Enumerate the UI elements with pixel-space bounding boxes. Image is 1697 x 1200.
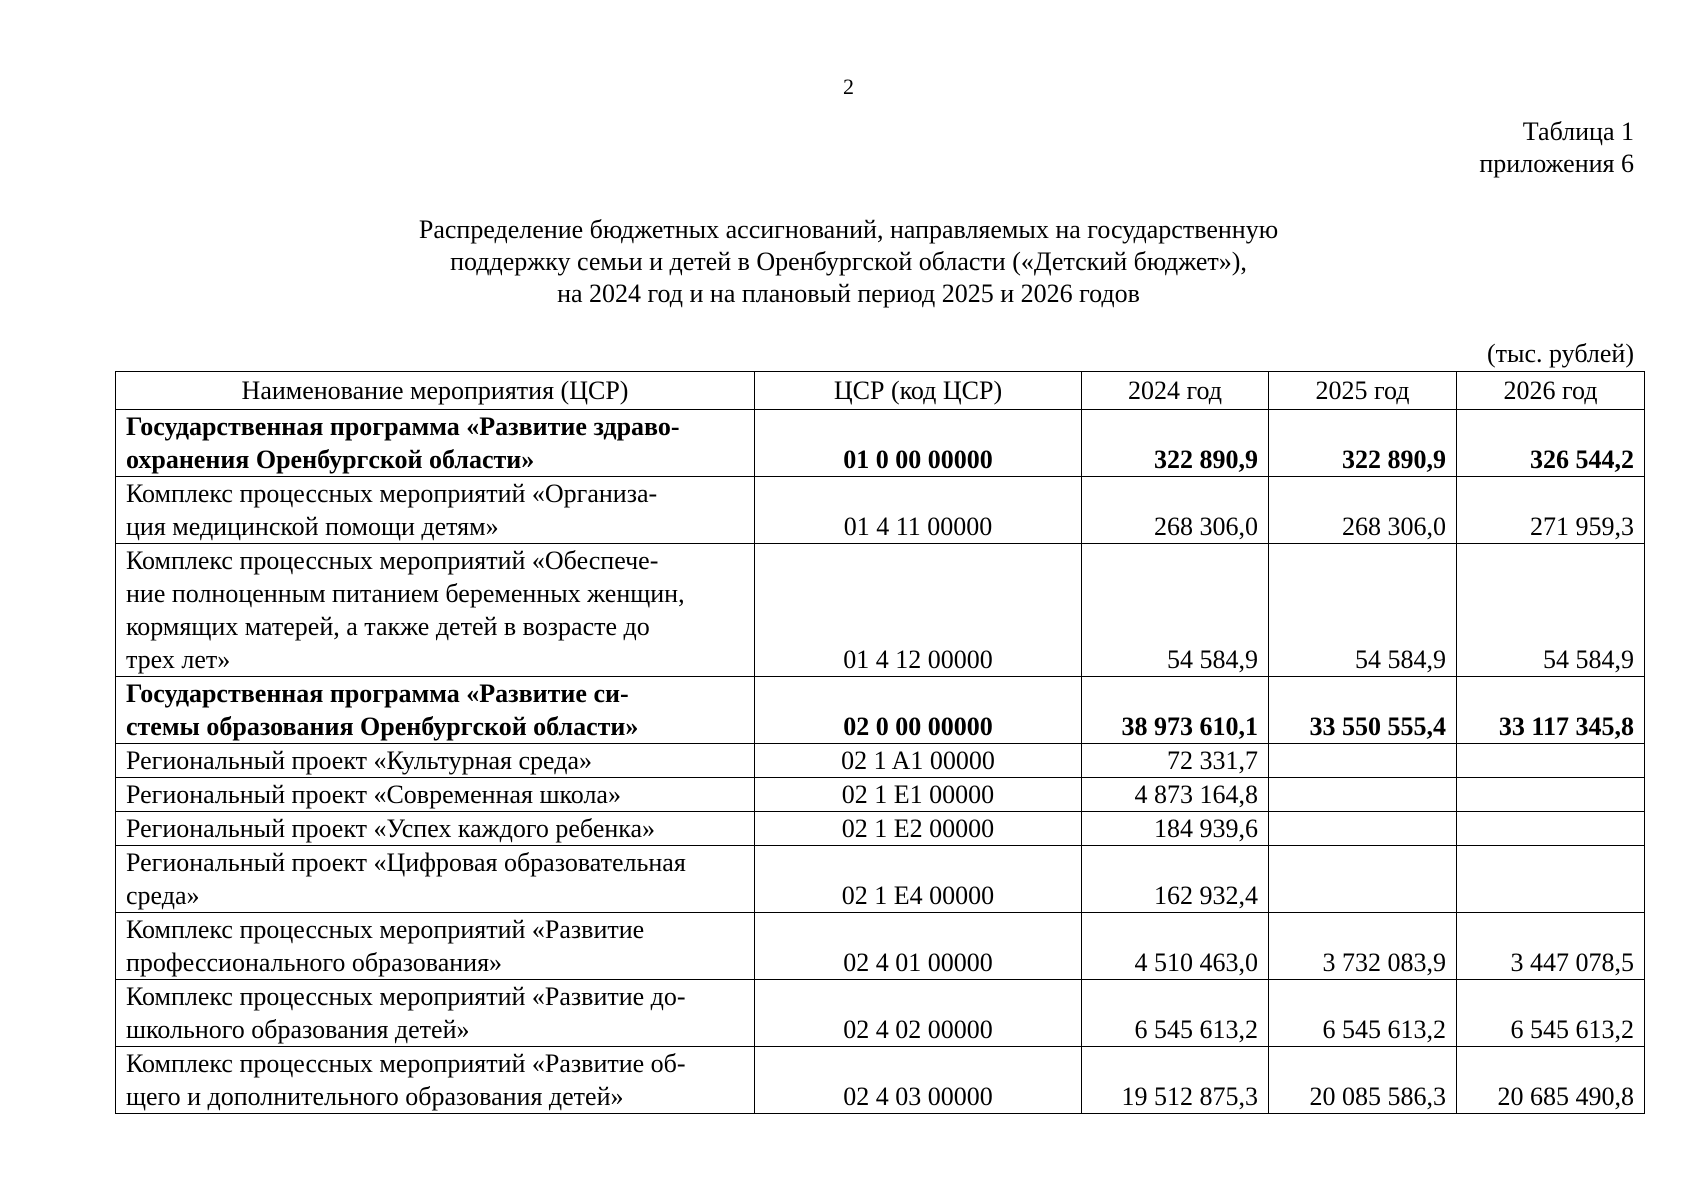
table-body xyxy=(116,410,1645,1114)
table-row xyxy=(116,1047,1645,1114)
cell-code: 02 1 E4 00000 xyxy=(755,846,1082,913)
cell-name-line: Комплекс процессных мероприятий «Развитие xyxy=(126,915,645,944)
cell-code: 02 4 01 00000 xyxy=(755,913,1082,980)
cell-value-2026 xyxy=(1457,778,1645,812)
cell-value-2025 xyxy=(1269,846,1457,913)
table-row xyxy=(116,913,1645,980)
cell-value-2025 xyxy=(1269,778,1457,812)
cell-name xyxy=(116,980,755,1047)
cell-value-2025: 33 550 555,4 xyxy=(1269,677,1457,744)
cell-name xyxy=(116,846,755,913)
page-number: 2 xyxy=(843,74,854,99)
table-row xyxy=(116,980,1645,1047)
table-reference xyxy=(1479,116,1634,180)
cell-name-line: среда» xyxy=(126,881,200,910)
cell-name-line: Региональный проект «Успех каждого ребенка» xyxy=(126,814,656,843)
header-code: ЦСР (код ЦСР) xyxy=(755,372,1082,410)
table-reference-line: приложения 6 xyxy=(1479,149,1634,178)
cell-name xyxy=(116,677,755,744)
cell-name-line: школьного образования детей» xyxy=(126,1015,470,1044)
header-year-2025: 2025 год xyxy=(1269,372,1457,410)
cell-name-line: щего и дополнительного образования детей» xyxy=(126,1082,624,1111)
cell-name-line: Региональный проект «Цифровая образовательная xyxy=(126,848,686,877)
cell-value-2025 xyxy=(1269,744,1457,778)
cell-code: 02 1 A1 00000 xyxy=(755,744,1082,778)
table-row xyxy=(116,477,1645,544)
cell-name-line: Региональный проект «Культурная среда» xyxy=(126,746,592,775)
cell-name-line: профессионального образования» xyxy=(126,948,503,977)
cell-value-2026: 33 117 345,8 xyxy=(1457,677,1645,744)
cell-code: 01 4 12 00000 xyxy=(755,544,1082,677)
cell-value-2025: 3 732 083,9 xyxy=(1269,913,1457,980)
budget-table xyxy=(115,371,1645,1114)
cell-value-2024: 184 939,6 xyxy=(1082,812,1269,846)
header-year-2026: 2026 год xyxy=(1457,372,1645,410)
cell-name xyxy=(116,913,755,980)
document-title-line: на 2024 год и на плановый период 2025 и 2026 годов xyxy=(557,279,1140,308)
cell-name-line: ция медицинской помощи детям» xyxy=(126,512,499,541)
units-label: (тыс. рублей) xyxy=(1486,339,1634,368)
table-row xyxy=(116,677,1645,744)
cell-code: 01 4 11 00000 xyxy=(755,477,1082,544)
header-year-2024: 2024 год xyxy=(1082,372,1269,410)
cell-name-line: кормящих матерей, а также детей в возрасте до xyxy=(126,612,650,641)
cell-name-line: Государственная программа «Развитие си- xyxy=(126,679,629,708)
cell-value-2025: 322 890,9 xyxy=(1269,410,1457,477)
cell-value-2024: 322 890,9 xyxy=(1082,410,1269,477)
cell-name-line: Комплекс процессных мероприятий «Развитие до- xyxy=(126,982,686,1011)
cell-value-2024: 4 873 164,8 xyxy=(1082,778,1269,812)
cell-value-2026: 326 544,2 xyxy=(1457,410,1645,477)
cell-value-2026 xyxy=(1457,812,1645,846)
header-name: Наименование мероприятия (ЦСР) xyxy=(116,372,755,410)
cell-value-2025 xyxy=(1269,812,1457,846)
cell-code: 02 4 02 00000 xyxy=(755,980,1082,1047)
table-row xyxy=(116,410,1645,477)
document-title-line: Распределение бюджетных ассигнований, направляемых на государственную xyxy=(418,215,1279,244)
cell-name xyxy=(116,812,755,846)
cell-name-line: Комплекс процессных мероприятий «Обеспече- xyxy=(126,546,659,575)
cell-code: 02 4 03 00000 xyxy=(755,1047,1082,1114)
cell-value-2026: 54 584,9 xyxy=(1457,544,1645,677)
cell-code: 02 0 00 00000 xyxy=(755,677,1082,744)
cell-name xyxy=(116,778,755,812)
cell-code: 02 1 E1 00000 xyxy=(755,778,1082,812)
cell-value-2026 xyxy=(1457,846,1645,913)
cell-value-2025: 20 085 586,3 xyxy=(1269,1047,1457,1114)
table-row xyxy=(116,812,1645,846)
document-title-line: поддержку семьи и детей в Оренбургской области («Детский бюджет»), xyxy=(450,247,1247,276)
cell-name-line: стемы образования Оренбургской области» xyxy=(126,712,639,741)
table-header-row xyxy=(116,372,1645,410)
cell-name-line: охранения Оренбургской области» xyxy=(126,445,535,474)
document-title xyxy=(0,214,1697,310)
cell-value-2025: 6 545 613,2 xyxy=(1269,980,1457,1047)
cell-value-2024: 54 584,9 xyxy=(1082,544,1269,677)
table-row xyxy=(116,544,1645,677)
cell-value-2026: 20 685 490,8 xyxy=(1457,1047,1645,1114)
cell-name-line: Государственная программа «Развитие здраво- xyxy=(126,412,680,441)
cell-name xyxy=(116,410,755,477)
table-reference-line: Таблица 1 xyxy=(1522,117,1634,146)
cell-value-2024: 19 512 875,3 xyxy=(1082,1047,1269,1114)
cell-value-2024: 162 932,4 xyxy=(1082,846,1269,913)
cell-value-2024: 6 545 613,2 xyxy=(1082,980,1269,1047)
cell-name xyxy=(116,1047,755,1114)
cell-value-2024: 72 331,7 xyxy=(1082,744,1269,778)
cell-name-line: Комплекс процессных мероприятий «Развитие об- xyxy=(126,1049,686,1078)
cell-name-line: Региональный проект «Современная школа» xyxy=(126,780,621,809)
cell-name-line: Комплекс процессных мероприятий «Организа- xyxy=(126,479,658,508)
cell-code: 01 0 00 00000 xyxy=(755,410,1082,477)
cell-name xyxy=(116,477,755,544)
cell-value-2024: 38 973 610,1 xyxy=(1082,677,1269,744)
table-row xyxy=(116,778,1645,812)
cell-name-line: трех лет» xyxy=(126,645,231,674)
cell-name-line: ние полноценным питанием беременных женщин, xyxy=(126,579,685,608)
cell-value-2026 xyxy=(1457,744,1645,778)
table-row xyxy=(116,846,1645,913)
cell-name xyxy=(116,744,755,778)
cell-code: 02 1 E2 00000 xyxy=(755,812,1082,846)
cell-value-2026: 271 959,3 xyxy=(1457,477,1645,544)
cell-name xyxy=(116,544,755,677)
cell-value-2024: 268 306,0 xyxy=(1082,477,1269,544)
cell-value-2025: 54 584,9 xyxy=(1269,544,1457,677)
cell-value-2026: 6 545 613,2 xyxy=(1457,980,1645,1047)
cell-value-2025: 268 306,0 xyxy=(1269,477,1457,544)
cell-value-2024: 4 510 463,0 xyxy=(1082,913,1269,980)
table-row xyxy=(116,744,1645,778)
cell-value-2026: 3 447 078,5 xyxy=(1457,913,1645,980)
